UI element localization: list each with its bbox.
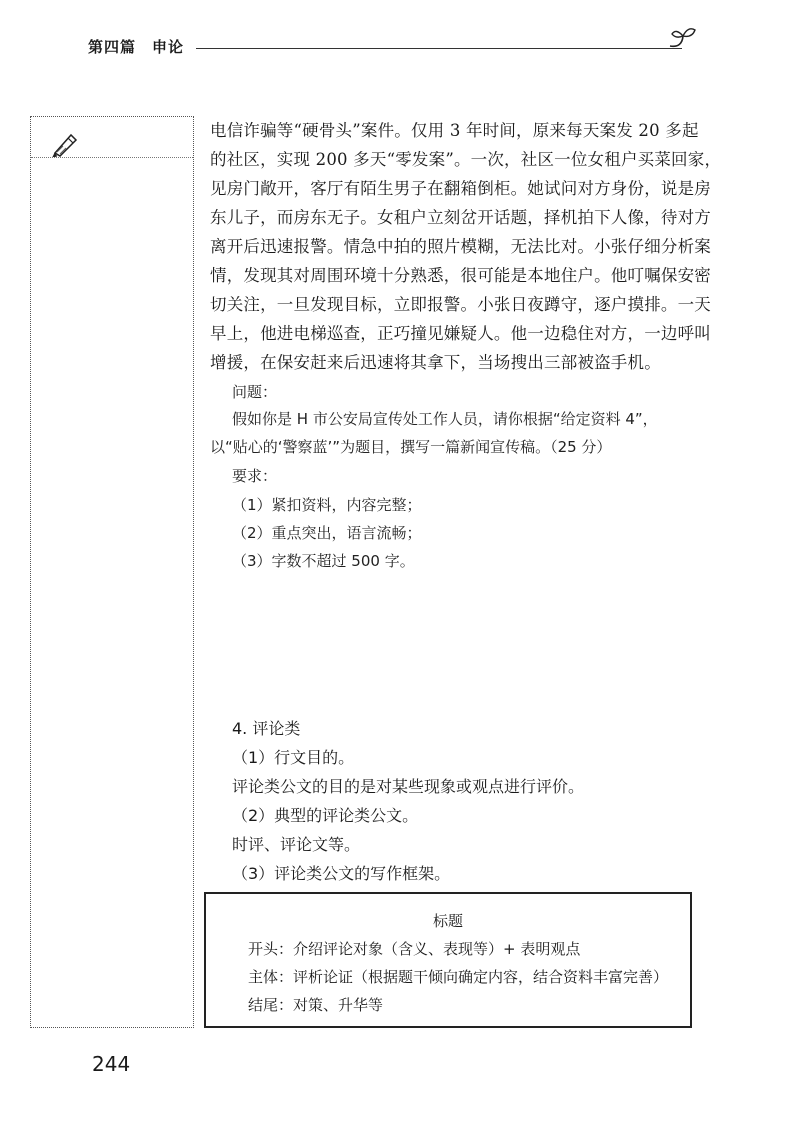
requirement-item: （2）重点突出，语言流畅； [232,524,422,542]
header-rule [196,48,682,49]
passage-line: 见房门敞开，客厅有陌生男子在翻箱倒柜。她试问对方身份，说是房 [210,179,711,198]
passage-line: 早上，他进电梯巡查，正巧撞见嫌疑人。他一边稳住对方，一边呼叫 [210,324,711,343]
passage-line: 切关注，一旦发现目标，立即报警。小张日夜蹲守，逐户摸排。一天 [210,295,711,314]
question-line: 以“贴心的‘警察蓝’”为题目，撰写一篇新闻宣传稿。（25 分） [210,438,612,456]
header-section-label: 第四篇 [88,38,137,56]
section-line: （1）行文目的。 [232,748,355,767]
passage-line: 离开后迅速报警。情急中拍的照片模糊，无法比对。小张仔细分析案 [210,237,711,256]
passage-line: 的社区，实现 200 多天“零发案”。一次，社区一位女租户买菜回家， [210,150,722,169]
framework-line: 主体：评析论证（根据题干倾向确定内容，结合资料丰富完善） [248,968,669,986]
writing-framework-box [204,892,692,1028]
section-line: （3）评论类公文的写作框架。 [232,864,451,883]
pencil-icon [51,131,79,157]
section-heading: 4. 评论类 [232,719,301,738]
passage-line: 电信诈骗等“硬骨头”案件。仅用 3 年时间，原来每天案发 20 多起 [210,121,699,140]
requirements-label: 要求： [232,467,278,485]
passage-line: 增援，在保安赶来后迅速将其拿下，当场搜出三部被盗手机。 [210,353,661,372]
requirement-item: （1）紧扣资料，内容完整； [232,496,422,514]
section-line: 评论类公文的目的是对某些现象或观点进行评价。 [232,777,585,796]
framework-line: 结尾：对策、升华等 [248,996,384,1014]
section-line: （2）典型的评论类公文。 [232,806,419,825]
passage-line: 东儿子，而房东无子。女租户立刻岔开话题，择机拍下人像，待对方 [210,208,711,227]
framework-title: 标题 [432,912,463,930]
margin-notes-box [30,116,194,1028]
passage-line: 情，发现其对周围环境十分熟悉，很可能是本地住户。他叮嘱保安密 [210,266,711,285]
question-label: 问题： [232,383,278,401]
requirement-item: （3）字数不超过 500 字。 [232,552,415,570]
framework-line: 开头：介绍评论对象（含义、表现等）+ 表明观点 [248,940,581,958]
sprout-icon [668,24,698,54]
page-number: 244 [92,1052,131,1076]
header-title: 申论 [152,38,185,56]
section-line: 时评、评论文等。 [232,835,361,854]
margin-notes-rule [31,157,193,158]
question-line: 假如你是 H 市公安局宣传处工作人员，请你根据“给定资料 4”， [232,410,658,428]
